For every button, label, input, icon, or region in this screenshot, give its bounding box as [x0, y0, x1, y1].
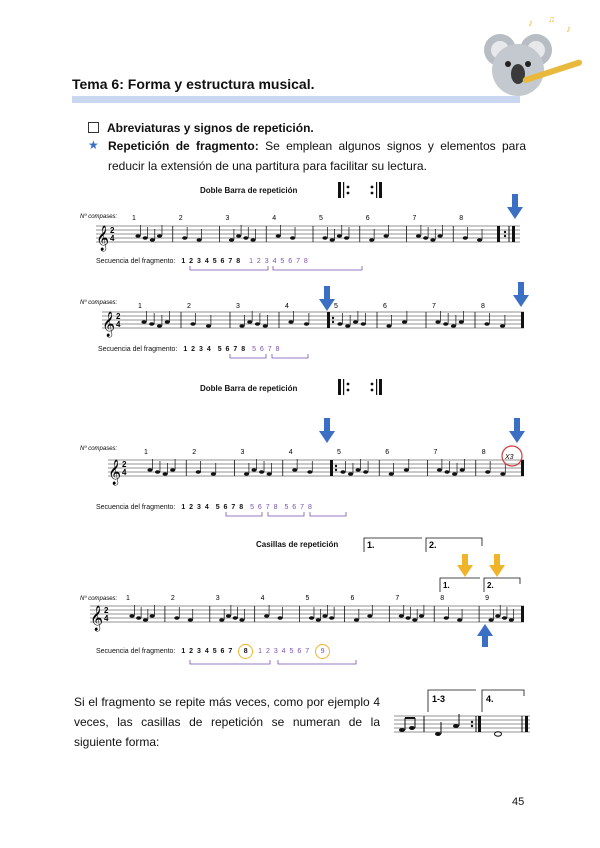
page-title: Tema 6: Forma y estructura musical.	[72, 76, 315, 92]
note-head	[405, 616, 410, 620]
note-head	[340, 470, 345, 474]
star-icon: ★	[88, 138, 99, 152]
note-head	[329, 616, 334, 620]
final-barline	[521, 606, 524, 622]
repeat-dot	[332, 321, 334, 323]
bottom-paragraph: Si el fragmento se repite más veces, como por ejemplo 4 veces, las casillas de repetición se numeran de la siguiente forma:	[74, 695, 380, 749]
measure-number: 2	[178, 215, 183, 222]
note-head	[206, 324, 211, 328]
note-head	[264, 614, 269, 618]
note-head	[233, 616, 238, 620]
svg-text:2: 2	[104, 606, 109, 615]
down-arrow-icon	[318, 286, 336, 312]
down-arrow-icon	[508, 418, 526, 444]
measure-number: 1	[138, 303, 142, 310]
measure-number: 5	[305, 595, 310, 602]
note-head	[190, 322, 195, 326]
measure-number: 3	[215, 595, 220, 602]
measure-number: 4	[285, 303, 289, 310]
treble-clef-icon: 𝄞	[102, 311, 116, 336]
svg-text:♪: ♪	[528, 18, 533, 29]
measure-number: 4	[260, 595, 265, 602]
note-head	[322, 614, 327, 618]
note-head	[384, 234, 389, 238]
svg-text:1.: 1.	[443, 581, 450, 590]
note-head	[255, 322, 260, 326]
note-head	[502, 616, 507, 620]
times-mark: X3	[505, 454, 514, 461]
note-head	[484, 322, 489, 326]
abbreviations-label: Abreviaturas y signos de repetición.	[107, 121, 314, 135]
note-head	[451, 324, 456, 328]
measures-label: Nº compases:	[80, 596, 118, 602]
koala-mascot	[470, 12, 590, 107]
note-head	[344, 236, 349, 240]
down-arrow-icon	[512, 282, 530, 308]
measure-number: 7	[432, 303, 436, 310]
note-head	[251, 468, 256, 472]
note-head	[337, 234, 342, 238]
repeat-dot	[335, 469, 337, 471]
measure-number: 4	[272, 215, 277, 222]
up-arrow-icon	[476, 624, 494, 648]
note-head	[437, 234, 442, 238]
note-head	[367, 614, 372, 618]
note-head	[136, 616, 141, 620]
note-head	[290, 236, 295, 240]
svg-text:2.: 2.	[429, 540, 437, 550]
note-head	[147, 468, 152, 472]
note-head	[495, 614, 500, 618]
svg-text:1.: 1.	[367, 540, 375, 550]
note-head	[304, 322, 309, 326]
note-head	[170, 468, 175, 472]
note-head	[165, 320, 170, 324]
note-head	[236, 234, 241, 238]
svg-text:2: 2	[116, 312, 121, 321]
treble-clef-icon: 𝄞	[108, 459, 122, 484]
note-head	[322, 236, 327, 240]
repeat-text: Se emplean algunos signos y elementos para reducir la extensión de una partitura para facilitar su lectura.	[108, 139, 526, 173]
measure-number: 1	[144, 449, 148, 456]
staff-lines	[96, 226, 520, 242]
repeat-start-bar	[330, 460, 333, 476]
diagram4-sequence: Secuencia del fragmento: 1 2 3 4 5 6 7 8 1 2 3 4 5 6 7 9	[96, 644, 330, 659]
note-head	[477, 238, 482, 242]
repeat-paragraph	[108, 136, 526, 176]
note-head	[444, 470, 449, 474]
note-head	[386, 324, 391, 328]
treble-clef-icon: 𝄞	[90, 605, 104, 630]
note-head	[250, 238, 255, 242]
note-head	[149, 322, 154, 326]
note-head	[174, 616, 179, 620]
page-number: 45	[512, 796, 525, 808]
svg-text:2.: 2.	[487, 581, 494, 590]
measure-number: 3	[240, 449, 245, 456]
svg-text:4: 4	[110, 234, 115, 243]
note-head	[419, 614, 424, 618]
note-head	[416, 234, 421, 238]
note-head	[226, 614, 231, 618]
note-head	[309, 616, 314, 620]
note-head	[155, 470, 160, 474]
note-head	[267, 472, 272, 476]
note-head	[150, 238, 155, 242]
note-head	[460, 468, 465, 472]
measure-number: 2	[170, 595, 175, 602]
measure-number: 8	[481, 449, 486, 456]
note-head	[143, 236, 148, 240]
note-head	[348, 472, 353, 476]
note-head	[452, 472, 457, 476]
checkbox-icon	[88, 122, 99, 133]
note-head	[363, 470, 368, 474]
measure-number: 5	[319, 215, 323, 222]
note-head	[157, 234, 162, 238]
note-head	[423, 236, 428, 240]
sequence-brackets	[188, 264, 368, 274]
note-head	[509, 618, 514, 622]
note-head	[278, 616, 283, 620]
note-head	[369, 238, 374, 242]
note-head	[292, 468, 297, 472]
note-head	[389, 472, 394, 476]
note-head	[337, 322, 342, 326]
svg-text:♫: ♫	[548, 14, 555, 24]
measure-number: 1	[132, 215, 136, 222]
note-head	[345, 324, 350, 328]
note-head	[129, 614, 134, 618]
measures-label: Nº compases:	[80, 300, 118, 306]
measure-number: 8	[440, 595, 445, 602]
measure-number: 5	[334, 303, 338, 310]
measures-label: Nº compases:	[80, 214, 118, 220]
measure-number: 1	[126, 595, 130, 602]
note-head	[196, 470, 201, 474]
repeat-dot	[332, 317, 334, 319]
note-head	[444, 616, 449, 620]
measure-number: 7	[395, 595, 400, 602]
note-head	[239, 618, 244, 622]
measure-number: 6	[365, 215, 370, 222]
measure-number: 6	[385, 449, 390, 456]
note-head	[163, 472, 168, 476]
svg-text:2: 2	[110, 226, 115, 235]
svg-text:1-3: 1-3	[432, 694, 446, 704]
note-head	[361, 322, 366, 326]
note-head	[143, 618, 148, 622]
sequence-brackets	[188, 658, 368, 668]
note-head	[402, 320, 407, 324]
down-arrow-icon	[506, 194, 524, 220]
note-head	[437, 468, 442, 472]
svg-text:4: 4	[122, 468, 127, 477]
sequence-label: Secuencia del fragmento:	[96, 258, 176, 265]
note-head	[239, 324, 244, 328]
note-head	[330, 238, 335, 242]
diagram1-caption: Doble Barra de repetición	[200, 186, 298, 195]
note-head	[135, 234, 140, 238]
abbreviations-item	[88, 118, 314, 138]
staff-diagram-3	[80, 442, 540, 492]
down-arrow-icon	[318, 418, 336, 444]
repeat-label: Repetición de fragmento:	[108, 139, 259, 153]
measure-number: 3	[236, 303, 240, 310]
diagram2-sequence: Secuencia del fragmento: 1 2 3 4 5 6 7 8 5 6 7 8	[98, 346, 281, 353]
note-head	[489, 618, 494, 622]
treble-clef-icon: 𝄞	[96, 225, 110, 250]
circled-8: 8	[238, 644, 253, 659]
volta-example	[394, 684, 534, 746]
measure-number: 4	[288, 449, 293, 456]
final-barline	[521, 460, 524, 476]
note-head	[457, 618, 462, 622]
measure-number: 3	[225, 215, 230, 222]
svg-text:4: 4	[116, 320, 121, 329]
measure-number: 5	[337, 449, 341, 456]
note-head	[463, 236, 468, 240]
note-head	[485, 470, 490, 474]
note-head	[141, 320, 146, 324]
measure-number: 2	[192, 449, 197, 456]
note-head	[188, 618, 193, 622]
title-underline	[72, 96, 520, 103]
measure-number: 9	[485, 595, 490, 602]
note-head	[353, 320, 358, 324]
measure-number: 7	[433, 449, 438, 456]
note-head	[316, 618, 321, 622]
note-head	[412, 618, 417, 622]
final-barline	[521, 312, 524, 328]
measures-label: Nº compases:	[80, 446, 118, 452]
volta-legend	[362, 534, 492, 554]
note-head	[263, 324, 268, 328]
note-head	[399, 614, 404, 618]
note-head	[307, 470, 312, 474]
note-head	[288, 320, 293, 324]
repeat-sign-icon	[336, 377, 386, 397]
staff-diagram-4	[80, 592, 540, 636]
sequence-brackets	[228, 352, 318, 362]
measure-number: 6	[350, 595, 355, 602]
svg-text:4: 4	[104, 614, 109, 623]
note-head	[459, 320, 464, 324]
note-head	[430, 238, 435, 242]
note-head	[500, 472, 505, 476]
svg-text:2: 2	[122, 460, 127, 469]
circled-9: 9	[315, 644, 330, 659]
note-head	[354, 618, 359, 622]
svg-text:♪: ♪	[566, 24, 571, 35]
note-head	[404, 468, 409, 472]
diagram3-sequence: Secuencia del fragmento: 1 2 3 4 5 6 7 8 5 6 7 8 5 6 7 8	[96, 504, 313, 511]
sequence-brackets	[224, 510, 354, 520]
measure-number: 7	[412, 215, 417, 222]
note-head	[247, 320, 252, 324]
measure-number: 2	[187, 303, 191, 310]
note-head	[356, 468, 361, 472]
note-head	[243, 236, 248, 240]
note-head	[229, 238, 234, 242]
measure-number: 8	[481, 303, 485, 310]
note-head	[443, 322, 448, 326]
note-head	[157, 324, 162, 328]
measure-number: 6	[383, 303, 387, 310]
down-arrow-icon	[456, 554, 474, 578]
note-head	[435, 320, 440, 324]
repeat-start-bar	[327, 312, 330, 328]
note-head	[276, 234, 281, 238]
diagram4-caption: Casillas de repetición	[256, 540, 339, 549]
note-head	[259, 470, 264, 474]
repeat-dot	[335, 465, 337, 467]
note-head	[150, 614, 155, 618]
note-head	[211, 472, 216, 476]
svg-text:4.: 4.	[486, 694, 494, 704]
measure-number: 8	[459, 215, 464, 222]
note-head	[219, 618, 224, 622]
note-head	[244, 472, 249, 476]
diagram1-sequence: Secuencia del fragmento: 1 2 3 4 5 6 7 8 1 2 3 4 5 6 7 8	[96, 258, 309, 265]
note-head	[500, 324, 505, 328]
down-arrow-icon	[488, 554, 506, 578]
note-head	[197, 238, 202, 242]
final-barline	[497, 226, 500, 242]
note-head	[182, 236, 187, 240]
diagram3-caption: Doble Barra de repetición	[200, 384, 298, 393]
